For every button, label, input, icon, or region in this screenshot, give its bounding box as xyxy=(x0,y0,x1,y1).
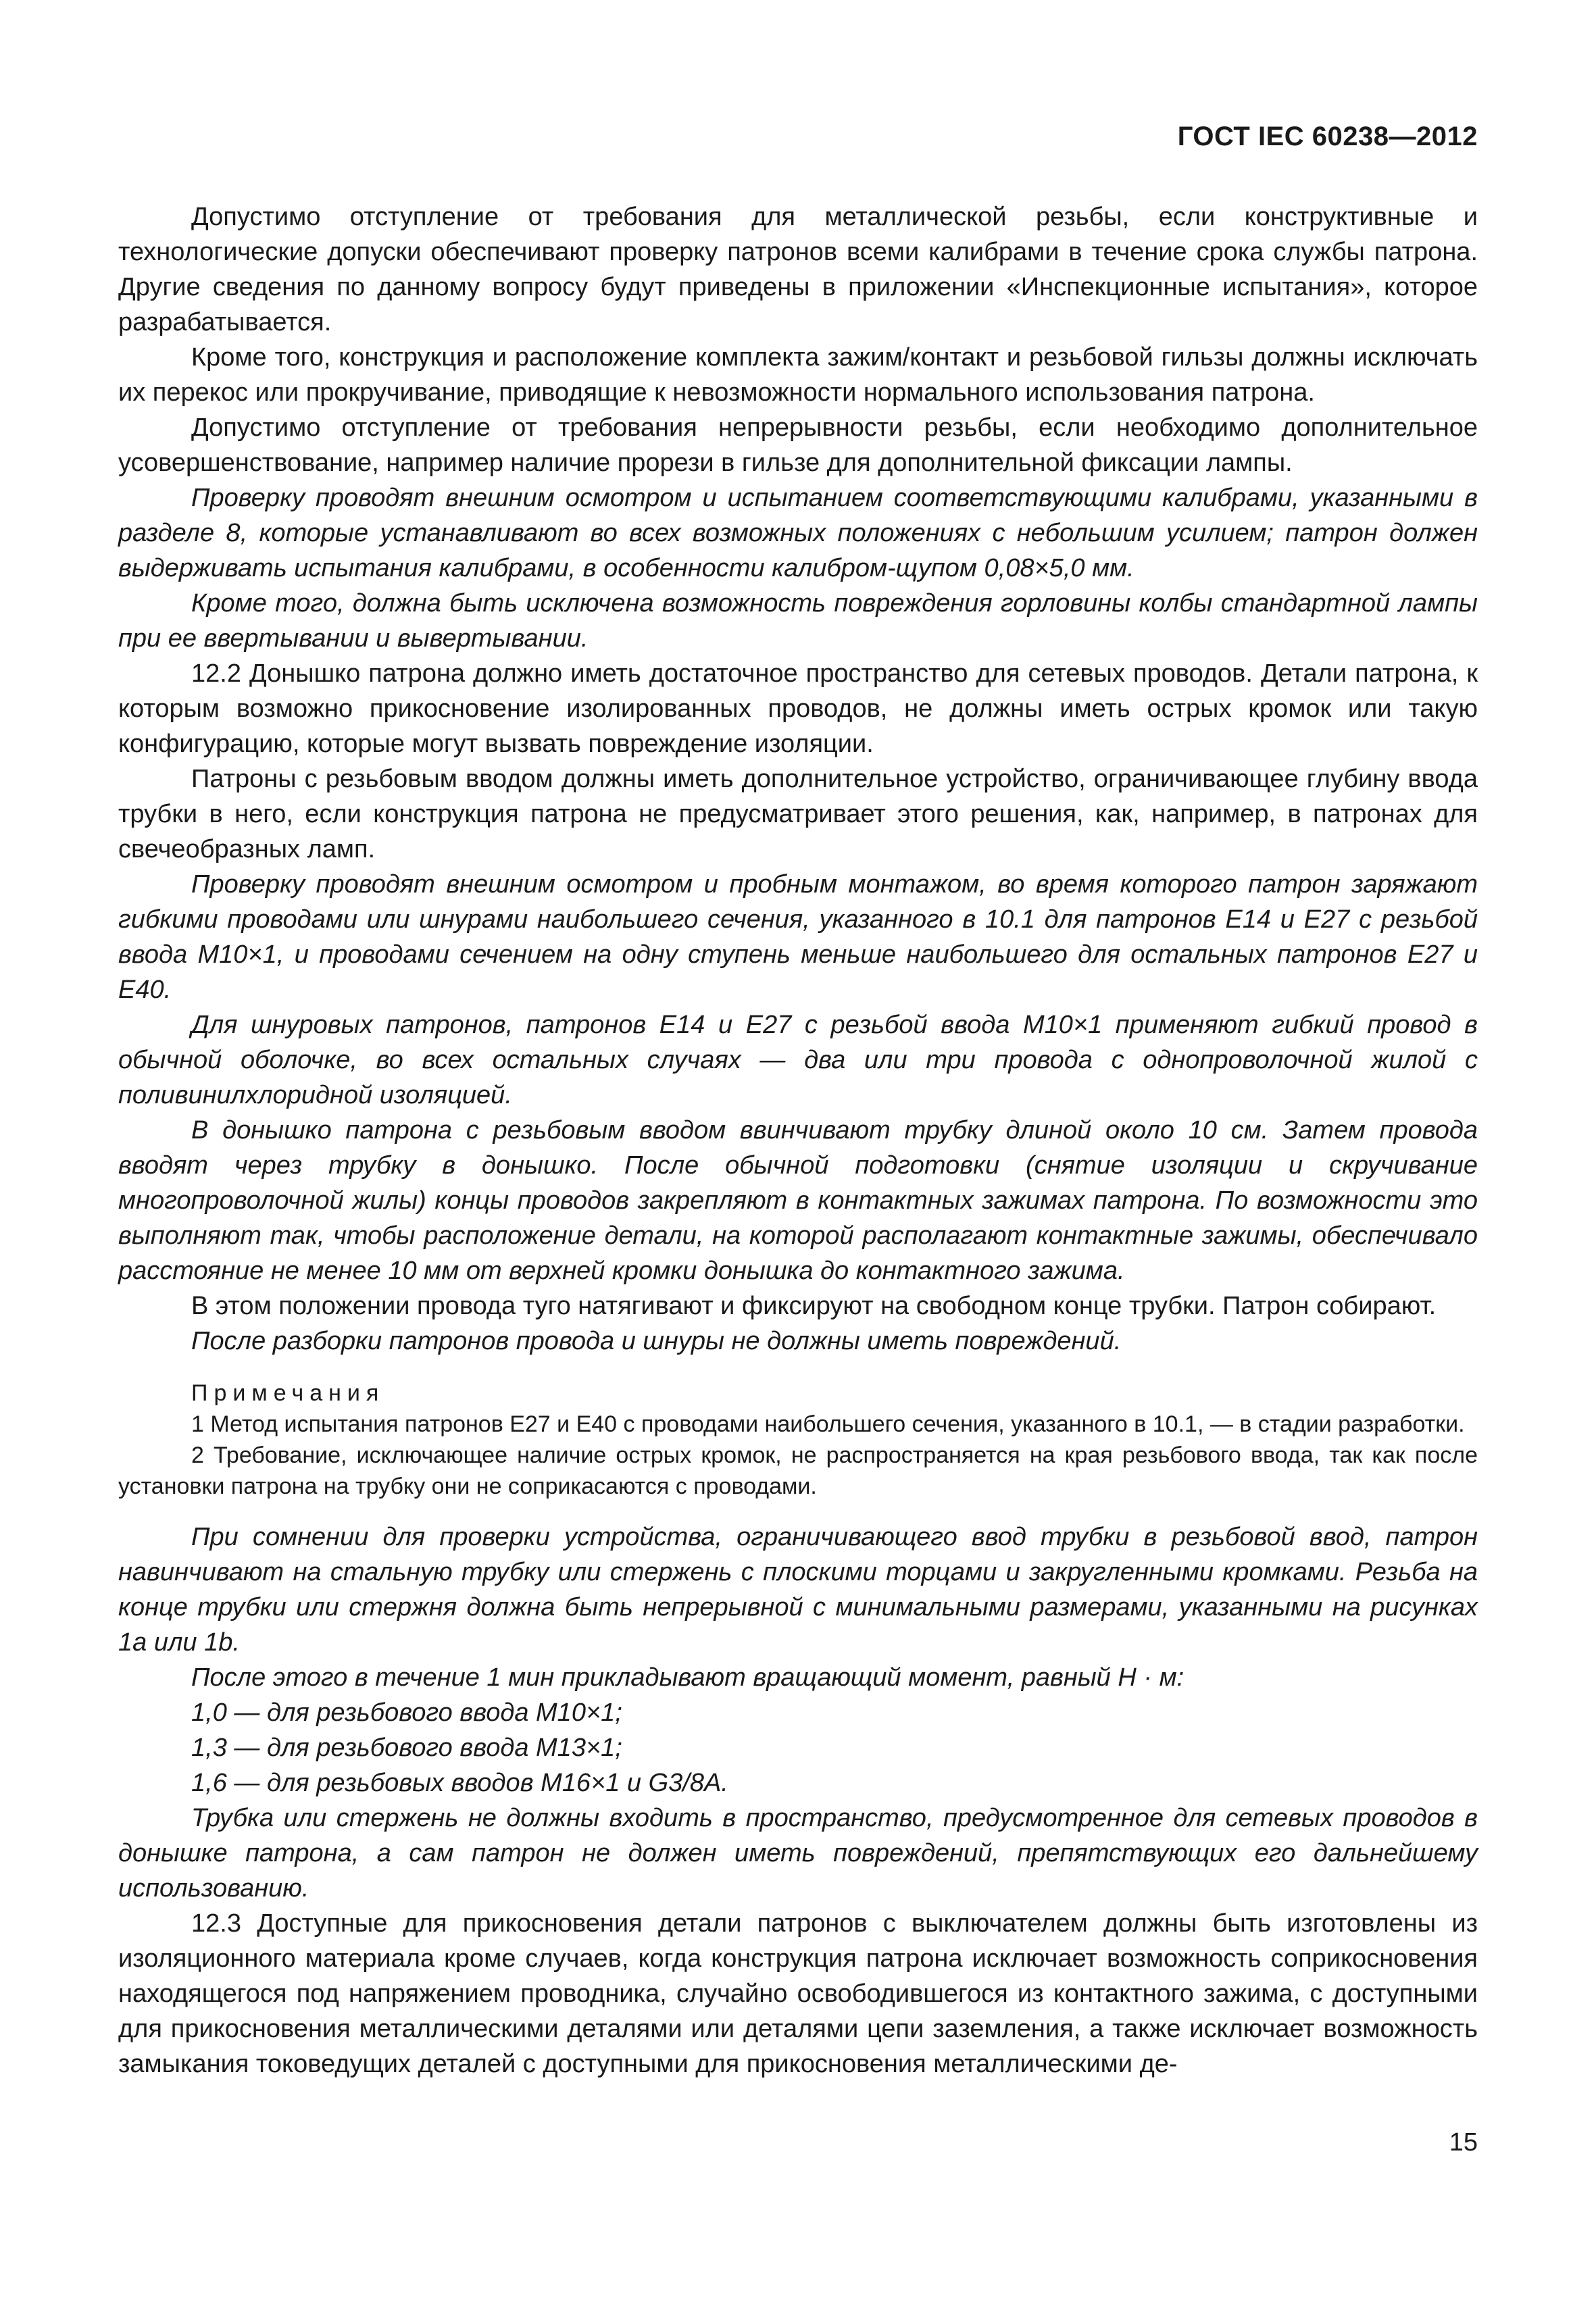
torque-list-item: 1,3 — для резьбового ввода М13×1; xyxy=(191,1734,622,1762)
note-item: 2 Требование, исключающее наличие острых кромок, не распространяется на края резьбового ввода, так как после установки патрона на трубку они не соприкасаются с проводами. xyxy=(118,1442,1478,1499)
paragraph-italic: Кроме того, должна быть исключена возможность повреждения горловины колбы стандартной лампы при ее ввертывании и вывертывании. xyxy=(118,589,1478,653)
paragraph-italic: После разборки патронов провода и шнуры не должны иметь повреждений. xyxy=(191,1327,1122,1355)
paragraph: Допустимо отступление от требования непрерывности резьбы, если необходимо дополнительное усовершенствование, например наличие прорези в гильзе для дополнительной фиксации лампы. xyxy=(118,413,1478,477)
paragraph-section-12-3: 12.3 Доступные для прикосновения детали патронов с выключателем должны быть изготовлены из изоляционного материала кроме случаев, когда конструкция патрона исключает возможность соприкосновения находящегося под напряжением проводника, случайно освободившегося из контактного зажима, с доступными для прикосновения металлическими деталями или деталями цепи заземления, а также исключает возможность замыкания токоведущих деталей с доступными для прикосновения металлическими де- xyxy=(118,1909,1478,2078)
note-item: 1 Метод испытания патронов Е27 и Е40 с проводами наибольшего сечения, указанного в 10.1, — в стадии разработки. xyxy=(191,1411,1465,1437)
paragraph: В этом положении провода туго натягивают и фиксируют на свободном конце трубки. Патрон собирают. xyxy=(191,1292,1437,1320)
paragraph-italic: Трубка или стержень не должны входить в пространство, предусмотренное для сетевых проводов в донышке патрона, а сам патрон не должен иметь повреждений, препятствующих его дальнейшему использованию. xyxy=(118,1804,1478,1903)
paragraph: Кроме того, конструкция и расположение комплекта зажим/контакт и резьбовой гильзы должны исключать их перекос или прокручивание, приводящие к невозможности нормального использования патрона. xyxy=(118,343,1478,407)
page-number: 15 xyxy=(1449,2128,1478,2157)
paragraph: Патроны с резьбовым вводом должны иметь дополнительное устройство, ограничивающее глубину ввода трубки в него, если конструкция патрона не предусматривает этого решения, как, например, в патронах для свечеобразных ламп. xyxy=(118,765,1478,863)
notes-title: Примечания xyxy=(191,1380,385,1406)
paragraph: Допустимо отступление от требования для металлической резьбы, если конструктивные и технологические допуски обеспечивают проверку патронов всеми калибрами в течение срока службы патрона. Другие сведения по данному вопросу будут приведены в приложении «Инспекционные испытания», которое разрабатывается. xyxy=(118,203,1478,336)
torque-list-item: 1,0 — для резьбового ввода М10×1; xyxy=(191,1699,622,1727)
paragraph-italic: При сомнении для проверки устройства, ограничивающего ввод трубки в резьбовой ввод, патрон навинчивают на стальную трубку или стержень с плоскими торцами и закругленными кромками. Резьба на конце трубки или стержня должна быть непрерывной с минимальными размерами, указанными на рисунках 1а или 1b. xyxy=(118,1523,1478,1657)
document-body xyxy=(118,199,1478,2082)
paragraph-section-12-2: 12.2 Донышко патрона должно иметь достаточное пространство для сетевых проводов. Детали патрона, к которым возможно прикосновение изолированных проводов, не должны иметь острых кромок или такую конфигурацию, которые могут вызвать повреждение изоляции. xyxy=(118,659,1478,758)
paragraph-italic: Проверку проводят внешним осмотром и пробным монтажом, во время которого патрон заряжают гибкими проводами или шнурами наибольшего сечения, указанного в 10.1 для патронов Е14 и Е27 с резьбой ввода М10×1, и проводами сечением на одну ступень меньше наибольшего для остальных патронов Е27 и Е40. xyxy=(118,870,1478,1004)
standard-header: ГОСТ IEC 60238—2012 xyxy=(1177,122,1478,151)
torque-list-item: 1,6 — для резьбовых вводов М16×1 и G3/8A. xyxy=(191,1769,728,1797)
paragraph-italic: После этого в течение 1 мин прикладывают вращающий момент, равный Н · м: xyxy=(191,1663,1184,1692)
paragraph-italic: Проверку проводят внешним осмотром и испытанием соответствующими калибрами, указанными в разделе 8, которые устанавливают во всех возможных положениях с небольшим усилием; патрон должен выдерживать испытания калибрами, в особенности калибром-щупом 0,08×5,0 мм. xyxy=(118,484,1478,582)
paragraph-italic: В донышко патрона с резьбовым вводом ввинчивают трубку длиной около 10 см. Затем провода вводят через трубку в донышко. После обычной подготовки (снятие изоляции и скручивание многопроволочной жилы) концы проводов закрепляют в контактных зажимах патрона. По возможности это выполняют так, чтобы расположение детали, на которой располагают контактные зажимы, обеспечивало расстояние не менее 10 мм от верхней кромки донышка до контактного зажима. xyxy=(118,1116,1478,1285)
paragraph-italic: Для шнуровых патронов, патронов Е14 и Е27 с резьбой ввода М10×1 применяют гибкий провод в обычной оболочке, во всех остальных случаях — два или три провода с однопроволочной жилой с поливинилхлоридной изоляцией. xyxy=(118,1011,1478,1109)
